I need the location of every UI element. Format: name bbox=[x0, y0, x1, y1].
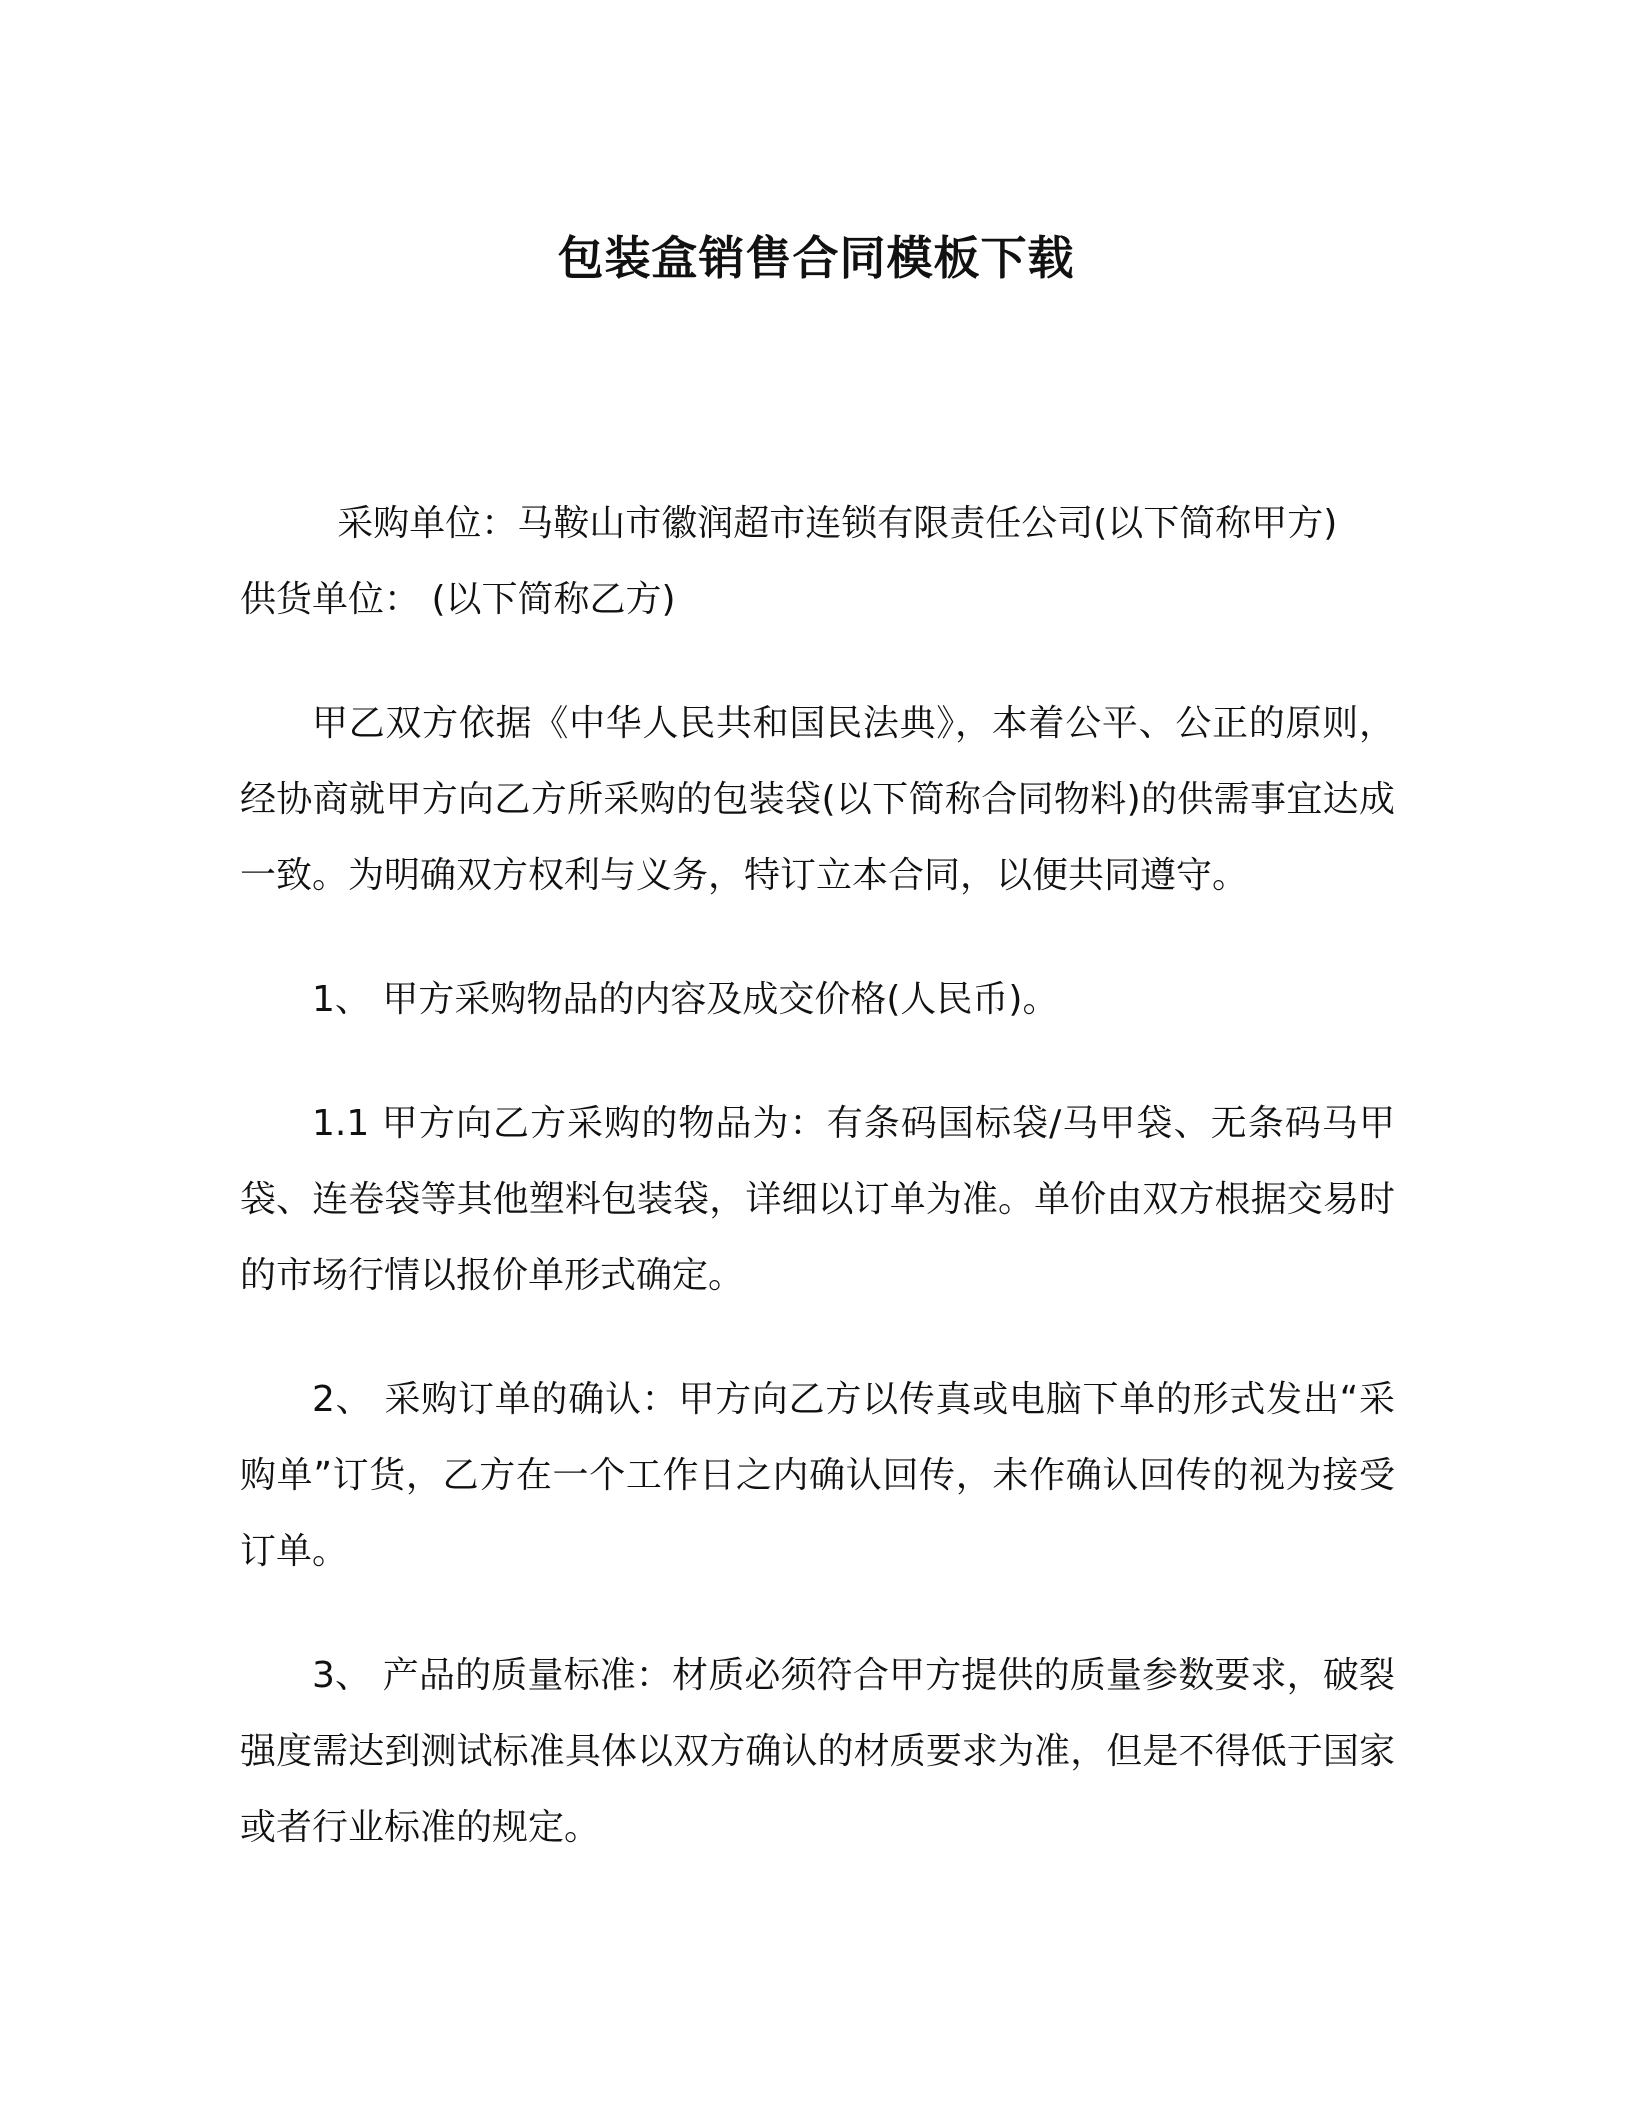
supplier-line: 供货单位： (以下简称乙方) bbox=[240, 579, 676, 620]
buyer-line: 采购单位：马鞍山市徽润超市连锁有限责任公司(以下简称甲方) bbox=[337, 503, 1338, 544]
spacer bbox=[240, 1590, 1395, 1638]
document-title: 包装盒销售合同模板下载 bbox=[557, 231, 1075, 285]
document-body bbox=[240, 486, 1395, 1866]
clause-1: 1、 甲方采购物品的内容及成交价格(人民币)。 bbox=[312, 979, 1059, 1020]
spacer bbox=[240, 914, 1395, 962]
spacer bbox=[240, 1038, 1395, 1086]
paragraph-principles: 甲乙双方依据《中华人民共和国民法典》，本着公平、公正的原则，经协商就甲方向乙方所采购的包装袋(以下简称合同物料)的供需事宜达成一致。为明确双方权利与义务，特订立本合同，以便共同遵守。 bbox=[240, 703, 1395, 896]
spacer bbox=[240, 638, 1395, 686]
clause-2: 2、 采购订单的确认：甲方向乙方以传真或电脑下单的形式发出“采购单”订货，乙方在一个工作日之内确认回传，未作确认回传的视为接受订单。 bbox=[240, 1379, 1395, 1572]
spacer bbox=[240, 1314, 1395, 1362]
clause-1-1: 1.1 甲方向乙方采购的物品为：有条码国标袋/马甲袋、无条码马甲袋、连卷袋等其他塑料包装袋，详细以订单为准。单价由双方根据交易时的市场行情以报价单形式确定。 bbox=[240, 1103, 1395, 1296]
clause-3: 3、 产品的质量标准：材质必须符合甲方提供的质量参数要求，破裂强度需达到测试标准具体以双方确认的材质要求为准，但是不得低于国家或者行业标准的规定。 bbox=[240, 1655, 1395, 1848]
